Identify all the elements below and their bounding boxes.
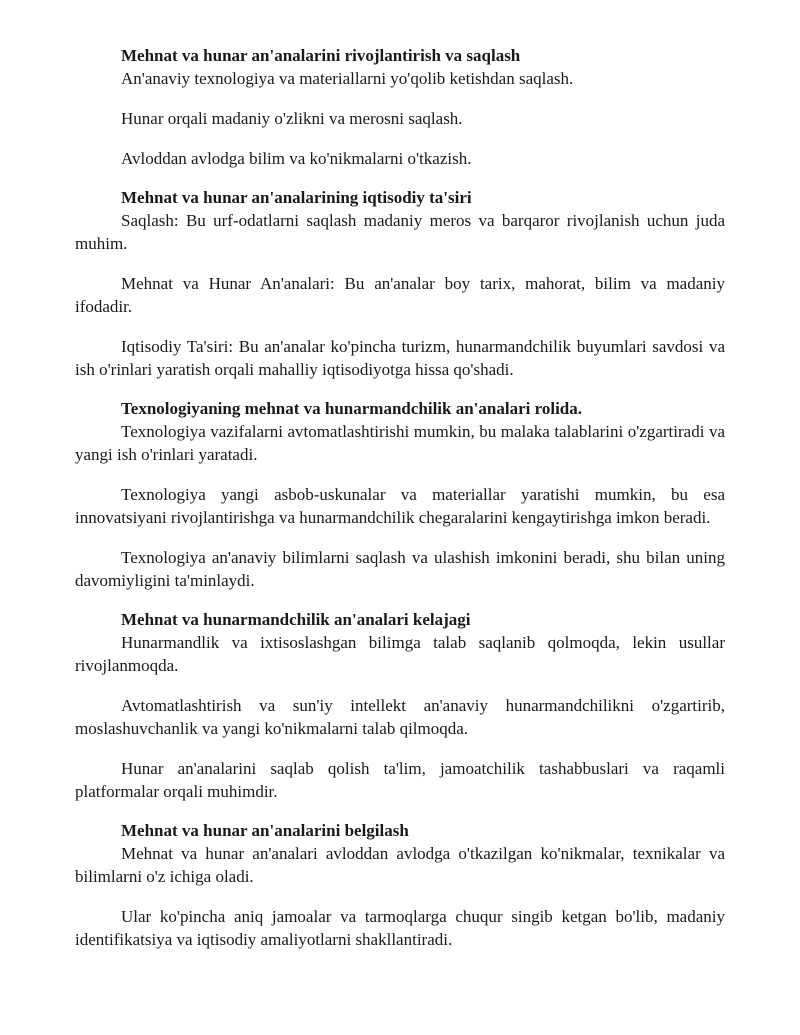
paragraph: Hunar an'analarini saqlab qolish ta'lim, jamoatchilik tashabbuslari va raqamli platformalar orqali muhimdir. [75,759,725,801]
paragraph: Texnologiya vazifalarni avtomatlashtirishi mumkin, bu malaka talablarini o'zgartiradi va yangi ish o'rinlari yaratadi. [75,422,725,464]
paragraph: An'anaviy texnologiya va materiallarni yo'qolib ketishdan saqlash. [121,69,574,88]
paragraph: Hunarmandlik va ixtisoslashgan bilimga talab saqlanib qolmoqda, lekin usullar rivojlanmoqda. [75,633,725,675]
section-development [75,45,725,170]
section-heading: Mehnat va hunarmandchilik an'analari kelajagi [121,610,471,629]
paragraph: Iqtisodiy Ta'siri: Bu an'analar ko'pincha turizm, hunarmandchilik buyumlari savdosi va ish o'rinlari yaratish orqali mahalliy iqtisodiyotga hissa qo'shadi. [75,337,725,379]
paragraph: Avtomatlashtirish va sun'iy intellekt an'anaviy hunarmandchilikni o'zgartirib, moslashuvchanlik va yangi ko'nikmalarni talab qilmoqda. [75,696,725,738]
paragraph: Mehnat va Hunar An'analari: Bu an'analar boy tarix, mahorat, bilim va madaniy ifodadir. [75,274,725,316]
section-heading: Texnologiyaning mehnat va hunarmandchilik an'analari rolida. [121,399,583,418]
paragraph: Texnologiya an'anaviy bilimlarni saqlash va ulashish imkonini beradi, shu bilan uning davomiyligini ta'minlaydi. [75,548,725,590]
paragraph: Avloddan avlodga bilim va ko'nikmalarni o'tkazish. [121,149,472,168]
paragraph: Texnologiya yangi asbob-uskunalar va materiallar yaratishi mumkin, bu esa innovatsiyani rivojlantirishga va hunarmandchilik chegaralarini kengaytirishga imkon beradi. [75,485,725,527]
section-technology-role [75,398,725,592]
section-future [75,609,725,803]
section-economic-impact [75,187,725,381]
section-definition [75,820,725,951]
section-heading: Mehnat va hunar an'analarini rivojlantirish va saqlash [121,46,521,65]
paragraph: Ular ko'pincha aniq jamoalar va tarmoqlarga chuqur singib ketgan bo'lib, madaniy identifikatsiya va iqtisodiy amaliyotlarni shakllantiradi. [75,907,725,949]
paragraph: Hunar orqali madaniy o'zlikni va merosni saqlash. [121,109,463,128]
paragraph: Mehnat va hunar an'analari avloddan avlodga o'tkazilgan ko'nikmalar, texnikalar va bilimlarni o'z ichiga oladi. [75,844,725,886]
section-heading: Mehnat va hunar an'analarining iqtisodiy ta'siri [121,188,472,207]
paragraph: Saqlash: Bu urf-odatlarni saqlash madaniy meros va barqaror rivojlanish uchun juda muhim. [75,211,725,253]
section-heading: Mehnat va hunar an'analarini belgilash [121,821,409,840]
